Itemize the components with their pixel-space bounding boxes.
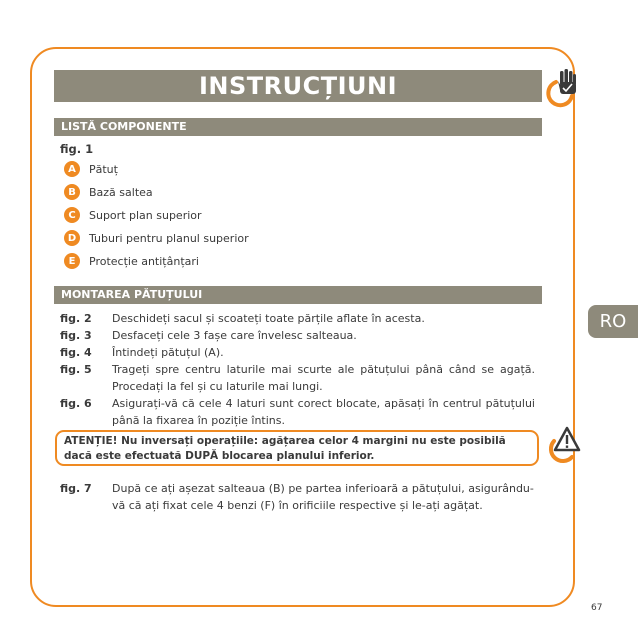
step-text: Asigurați-vă că cele 4 laturi sunt corect blocate, apăsați în centrul pătuțului până la fixarea în poziție întins. <box>112 397 535 427</box>
component-item-d <box>64 230 249 246</box>
step-text: Deschideți sacul și scoateți toate părțile aflate în acesta. <box>112 312 425 325</box>
assembly-heading: MONTAREA PĂTUȚULUI <box>54 286 542 304</box>
language-tab: RO <box>588 305 638 338</box>
assembly-step-fig-6 <box>60 395 535 429</box>
warning-box <box>55 430 539 466</box>
hand-check-icon <box>542 68 582 108</box>
page-title: INSTRUCȚIUNI <box>198 72 398 100</box>
page-number: 67 <box>591 603 603 613</box>
component-letter: D <box>64 230 80 246</box>
component-item-c <box>64 207 202 223</box>
warning-triangle-icon <box>541 424 583 466</box>
component-item-b <box>64 184 153 200</box>
component-letter: A <box>64 161 80 177</box>
step-ref: fig. 3 <box>60 329 92 342</box>
step-ref: fig. 6 <box>60 397 92 410</box>
component-name: Bază saltea <box>89 185 153 199</box>
assembly-step-fig-2 <box>60 310 535 327</box>
step-ref: fig. 5 <box>60 363 92 376</box>
component-name: Suport plan superior <box>89 208 202 222</box>
component-letter: B <box>64 184 80 200</box>
step-ref: fig. 7 <box>60 482 92 495</box>
step-text: Întindeți pătuțul (A). <box>112 346 224 359</box>
component-name: Protecție antițânțari <box>89 254 199 268</box>
component-name: Tuburi pentru planul superior <box>89 231 249 245</box>
component-name: Pătuț <box>89 162 118 176</box>
assembly-step-fig-3 <box>60 327 535 344</box>
components-heading: LISTĂ COMPONENTE <box>54 118 542 136</box>
warning-text: ATENȚIE! Nu inversați operațiile: agățarea celor 4 margini nu este posibilă dacă este efectuată DUPĂ blocarea planului inferior. <box>64 435 506 462</box>
component-letter: C <box>64 207 80 223</box>
step-text: După ce ați așezat salteaua (B) pe partea inferioară a pătuțului, asigurându-vă că ați fixat cele 4 benzi (F) în orificiile respective și le-ați agățat. <box>112 482 534 512</box>
assembly-step-fig-7 <box>60 480 535 514</box>
assembly-step-fig-4 <box>60 344 535 361</box>
component-letter: E <box>64 253 80 269</box>
fig-1-label: fig. 1 <box>60 142 94 156</box>
component-item-a <box>64 161 118 177</box>
step-ref: fig. 4 <box>60 346 92 359</box>
step-ref: fig. 2 <box>60 312 92 325</box>
component-item-e <box>64 253 199 269</box>
step-text: Desfaceți cele 3 fașe care învelesc salteaua. <box>112 329 357 342</box>
title-bar <box>54 70 542 102</box>
assembly-step-fig-5 <box>60 361 535 395</box>
step-text: Trageți spre centru laturile mai scurte ale pătuțului până când se agață. Procedați la fel și cu laturile mai lungi. <box>112 363 535 393</box>
